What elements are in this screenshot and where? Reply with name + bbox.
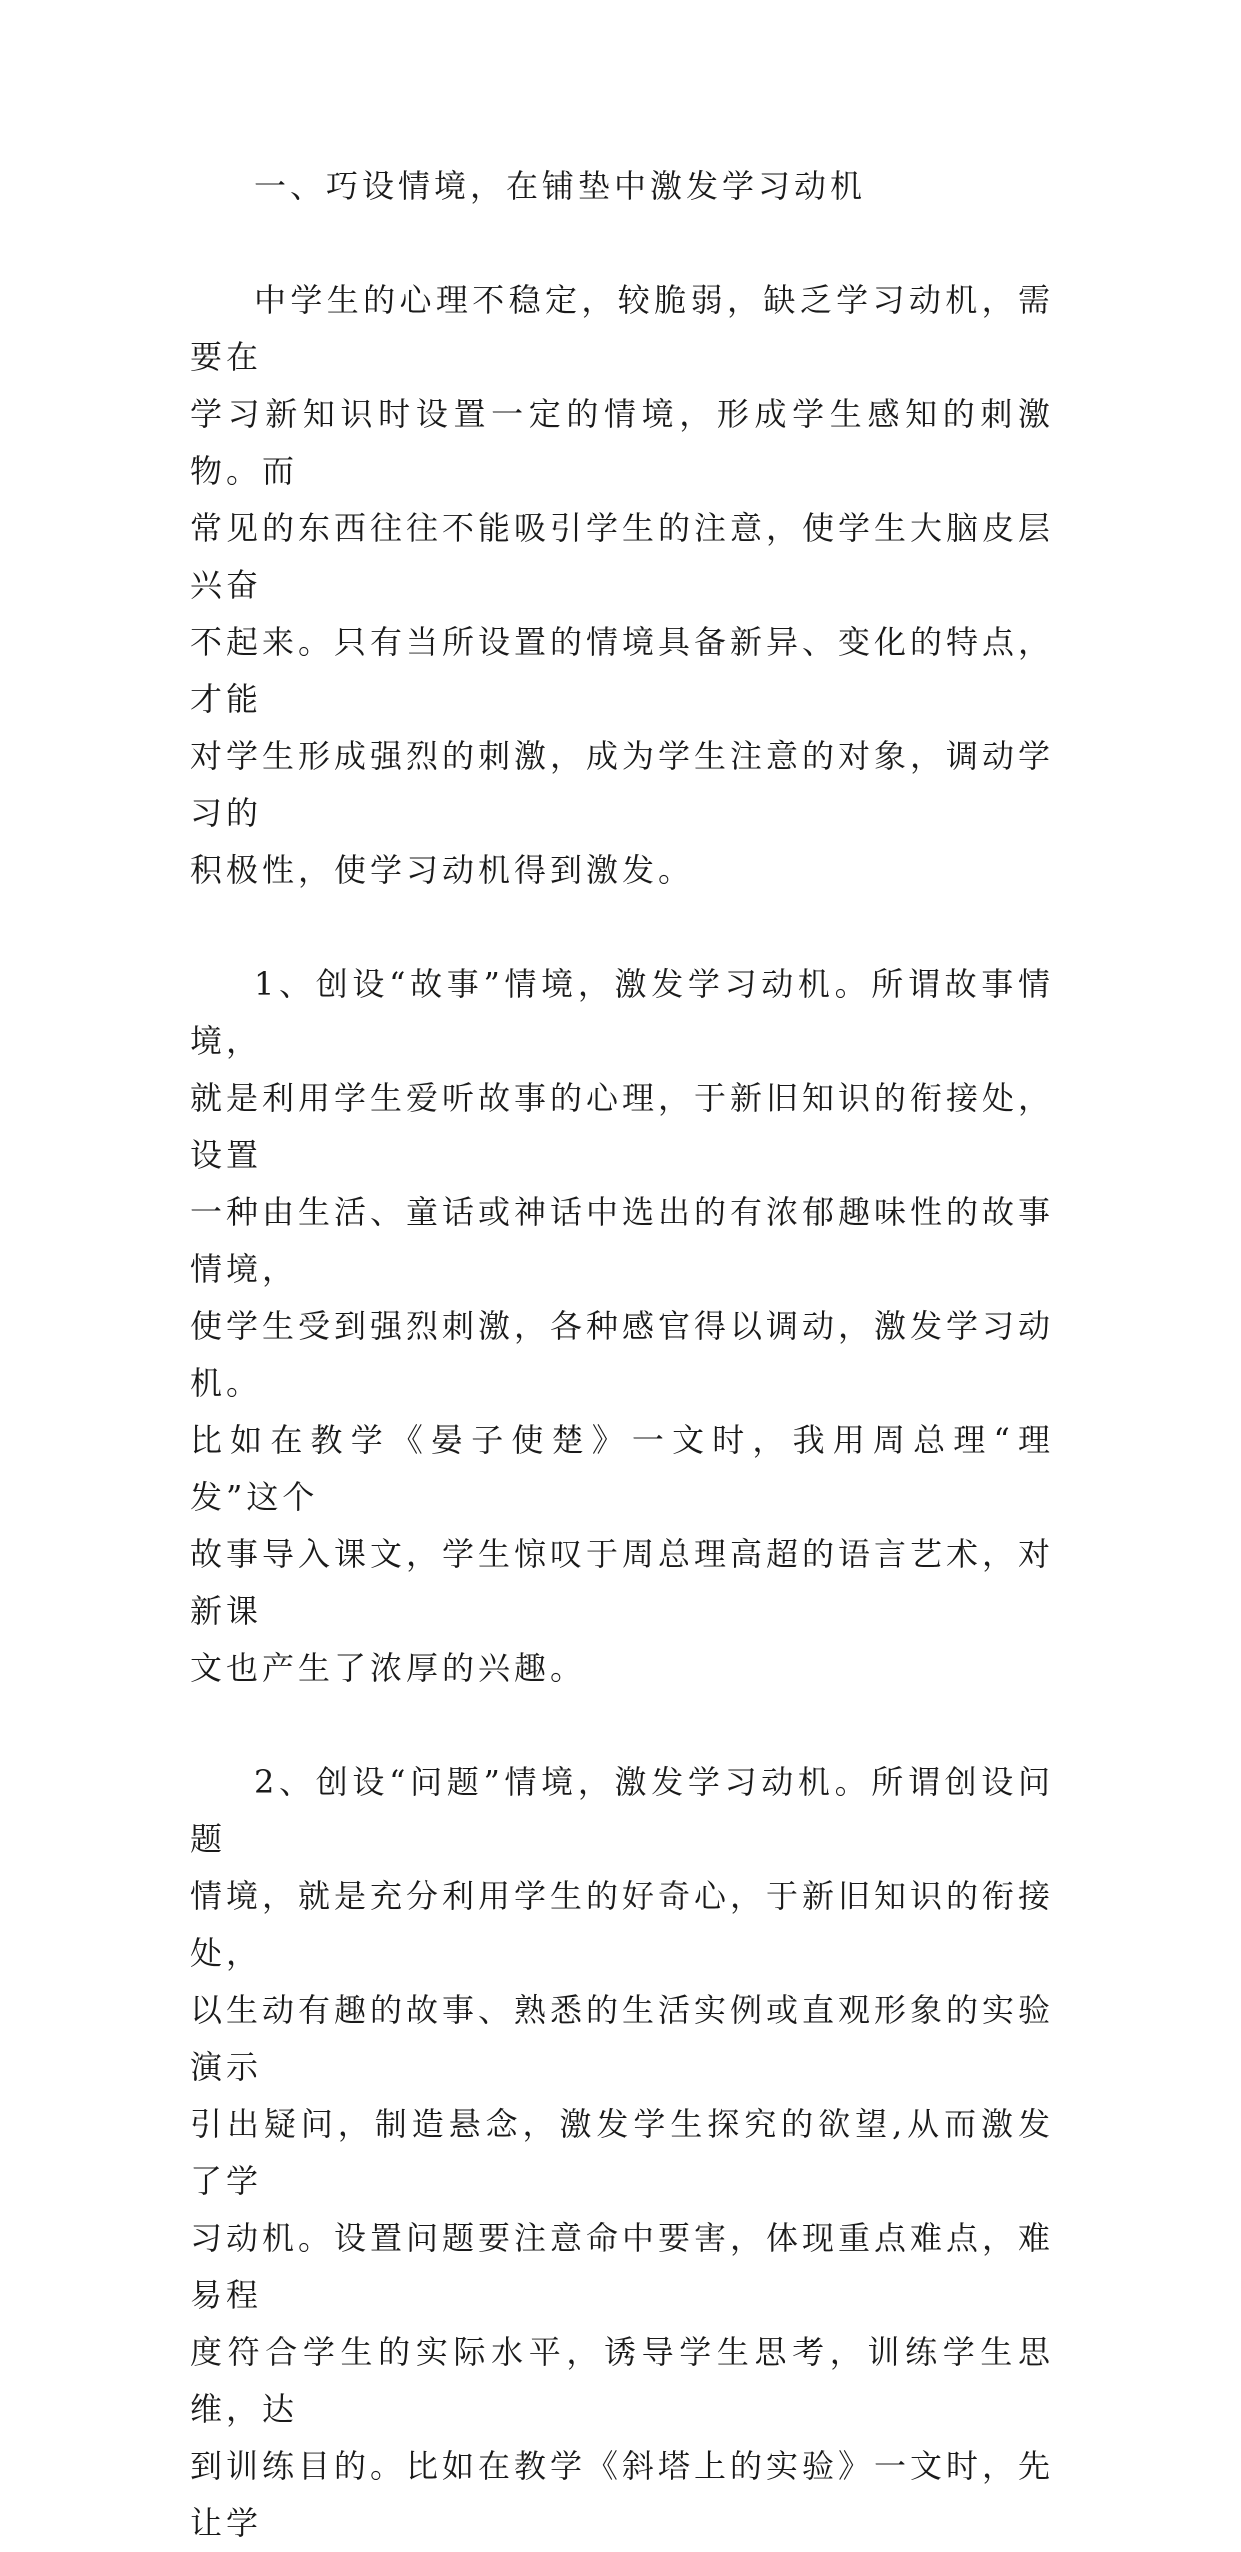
section-heading: 一、巧设情境，在铺垫中激发学习动机: [254, 167, 867, 205]
paragraph-intro: 中学生的心理不稳定，较脆弱，缺乏学习动机，需要在 学习新知识时设置一定的情境，形成学生感知的刺激物。而 常见的东西往往不能吸引学生的注意，使学生大脑皮层兴奋 不起来。只有当所设置的情境具备新异、变化的特点，才能 对学生形成强烈的刺激，成为学生注意的对象，调动学习的 积极性，使学习动机得到激发。: [190, 281, 1055, 889]
paragraph-story-situation: 1、创设“故事”情境，激发学习动机。所谓故事情境， 就是利用学生爱听故事的心理，于新旧知识的衔接处，设置 一种由生活、童话或神话中选出的有浓郁趣味性的故事情境， 使学生受到强烈刺激，各种感官得以调动，激发学习动机。 比如在教学《晏子使楚》一文时，我用周总理“理发”这个 故事导入课文，学生惊叹于周总理高超的语言艺术，对新课 文也产生了浓厚的兴趣。: [190, 965, 1055, 1687]
document-body: [190, 158, 1054, 2552]
paragraph-question-situation: 2、创设“问题”情境，激发学习动机。所谓创设问题 情境，就是充分利用学生的好奇心，于新旧知识的衔接处， 以生动有趣的故事、熟悉的生活实例或直观形象的实验演示 引出疑问，制造悬念，激发学生探究的欲望,从而激发了学 习动机。设置问题要注意命中要害，体现重点难点，难易程 度符合学生的实际水平，诱导学生思考，训练学生思维，达 到训练目的。比如在教学《斜塔上的实验》一文时，先让学: [190, 1763, 1055, 2542]
